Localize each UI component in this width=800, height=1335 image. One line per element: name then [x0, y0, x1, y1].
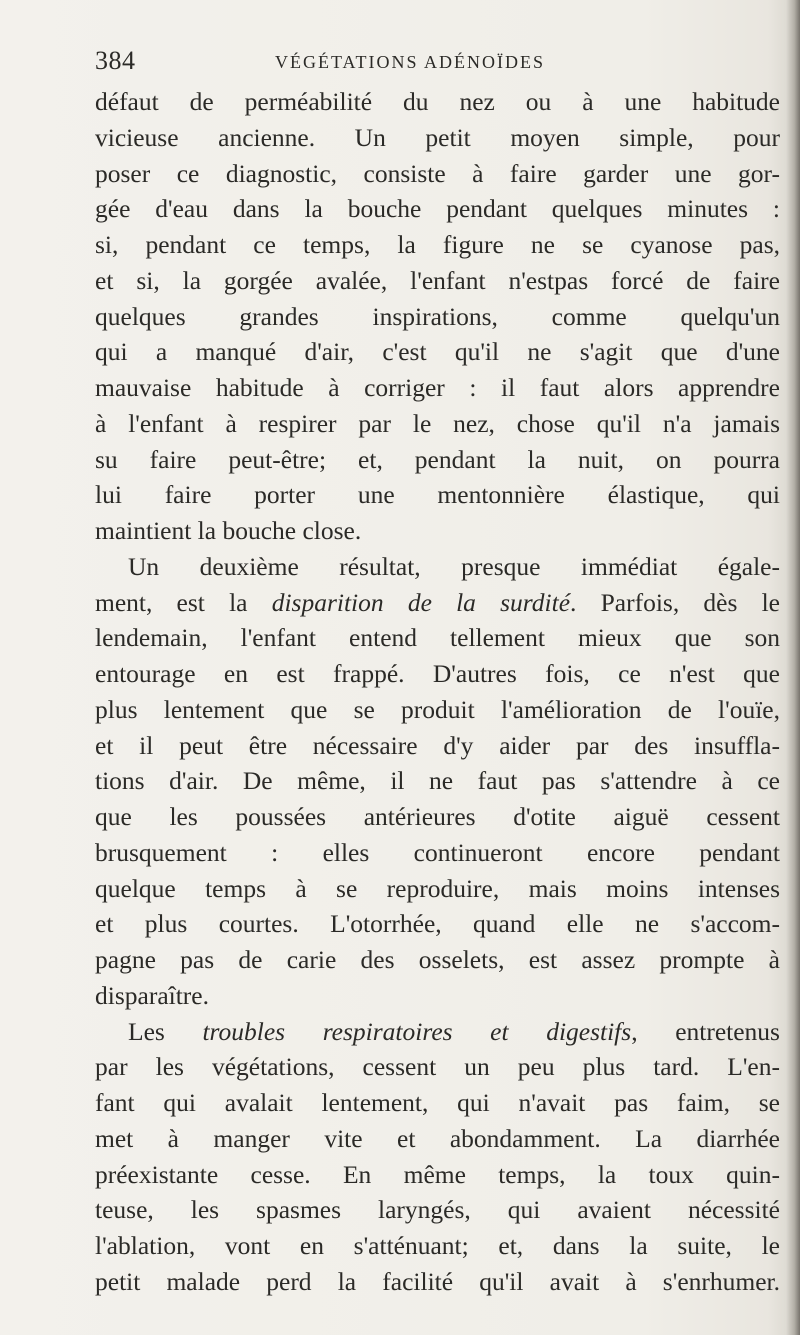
text-segment: , entretenus [631, 1016, 780, 1046]
text-line: maintient la bouche close. [95, 516, 362, 545]
text-line: si, pendant ce temps, la figure ne se cyanose pas, [95, 230, 780, 259]
text-line: quelques grandes inspirations, comme quelqu'un [95, 301, 780, 331]
text-line: su faire peut-être; et, pendant la nuit, on pourra [95, 444, 780, 474]
running-title: VÉGÉTATIONS ADÉNOÏDES [275, 52, 546, 72]
text-line: préexistante cesse. En même temps, la toux quin- [95, 1159, 780, 1189]
text-line: vicieuse ancienne. Un petit moyen simple, pour [95, 122, 780, 152]
page-number: 384 [95, 46, 136, 75]
text-line: gée d'eau dans la bouche pendant quelques minutes : [95, 194, 780, 224]
text-line: brusquement : elles continueront encore pendant [95, 837, 780, 867]
italic-phrase: disparition de la surdité [271, 587, 571, 617]
text-segment: ment, est la [95, 587, 272, 617]
text-line [95, 549, 780, 585]
text-line: disparaître. [95, 980, 209, 1010]
text-line [95, 585, 780, 621]
text-segment: . Parfois, dès le [570, 587, 780, 617]
text-line: l'ablation, vont en s'atténuant; et, dans la suite, le [95, 1231, 780, 1260]
text-line: que les poussées antérieures d'otite aiguë cessent [95, 802, 780, 831]
text-line: tions d'air. De même, il ne faut pas s'attendre à ce [95, 766, 780, 796]
text-line: à l'enfant à respirer par le nez, chose qu'il n'a jamais [95, 408, 780, 438]
text-line: quelque temps à se reproduire, mais moins intenses [95, 873, 780, 903]
text-line: qui a manqué d'air, c'est qu'il ne s'agit que d'une [95, 337, 780, 367]
text-line [95, 1014, 780, 1050]
text-line: teuse, les spasmes laryngés, qui avaient nécessité [95, 1195, 780, 1225]
text-line: par les végétations, cessent un peu plus tard. L'en- [95, 1052, 780, 1082]
text-line: petit malade perd la facilité qu'il avait à s'enrhumer. [95, 1266, 780, 1296]
text-line: et plus courtes. L'otorrhée, quand elle ne s'accom- [95, 909, 780, 939]
text-line: pagne pas de carie des osselets, est assez prompte à [95, 945, 780, 974]
text-segment: Les [128, 1016, 203, 1046]
text-line: et il peut être nécessaire d'y aider par des insuffla- [95, 730, 780, 760]
text-line: et si, la gorgée avalée, l'enfant n'estpas forcé de faire [95, 265, 780, 295]
text-line: poser ce diagnostic, consiste à faire garder une gor- [95, 158, 780, 188]
text-line: mauvaise habitude à corriger : il faut alors apprendre [95, 373, 780, 402]
page-header [95, 46, 775, 80]
text-line: entourage en est frappé. D'autres fois, ce n'est que [95, 659, 780, 688]
text-line: fant qui avalait lentement, qui n'avait pas faim, se [95, 1088, 780, 1117]
text-line: défaut de perméabilité du nez ou à une habitude [95, 87, 780, 116]
body-text [95, 84, 780, 1300]
text-segment: Un deuxième résultat, presque immédiat égale- [128, 551, 780, 581]
page-edge-shadow [786, 0, 800, 1335]
text-line: lui faire porter une mentonnière élastique, qui [95, 480, 780, 510]
text-line: plus lentement que se produit l'amélioration de l'ouïe, [95, 694, 780, 724]
italic-phrase: troubles respiratoires et digestifs [202, 1016, 632, 1046]
text-line: met à manger vite et abondamment. La diarrhée [95, 1123, 780, 1153]
text-line: lendemain, l'enfant entend tellement mieux que son [95, 623, 780, 653]
